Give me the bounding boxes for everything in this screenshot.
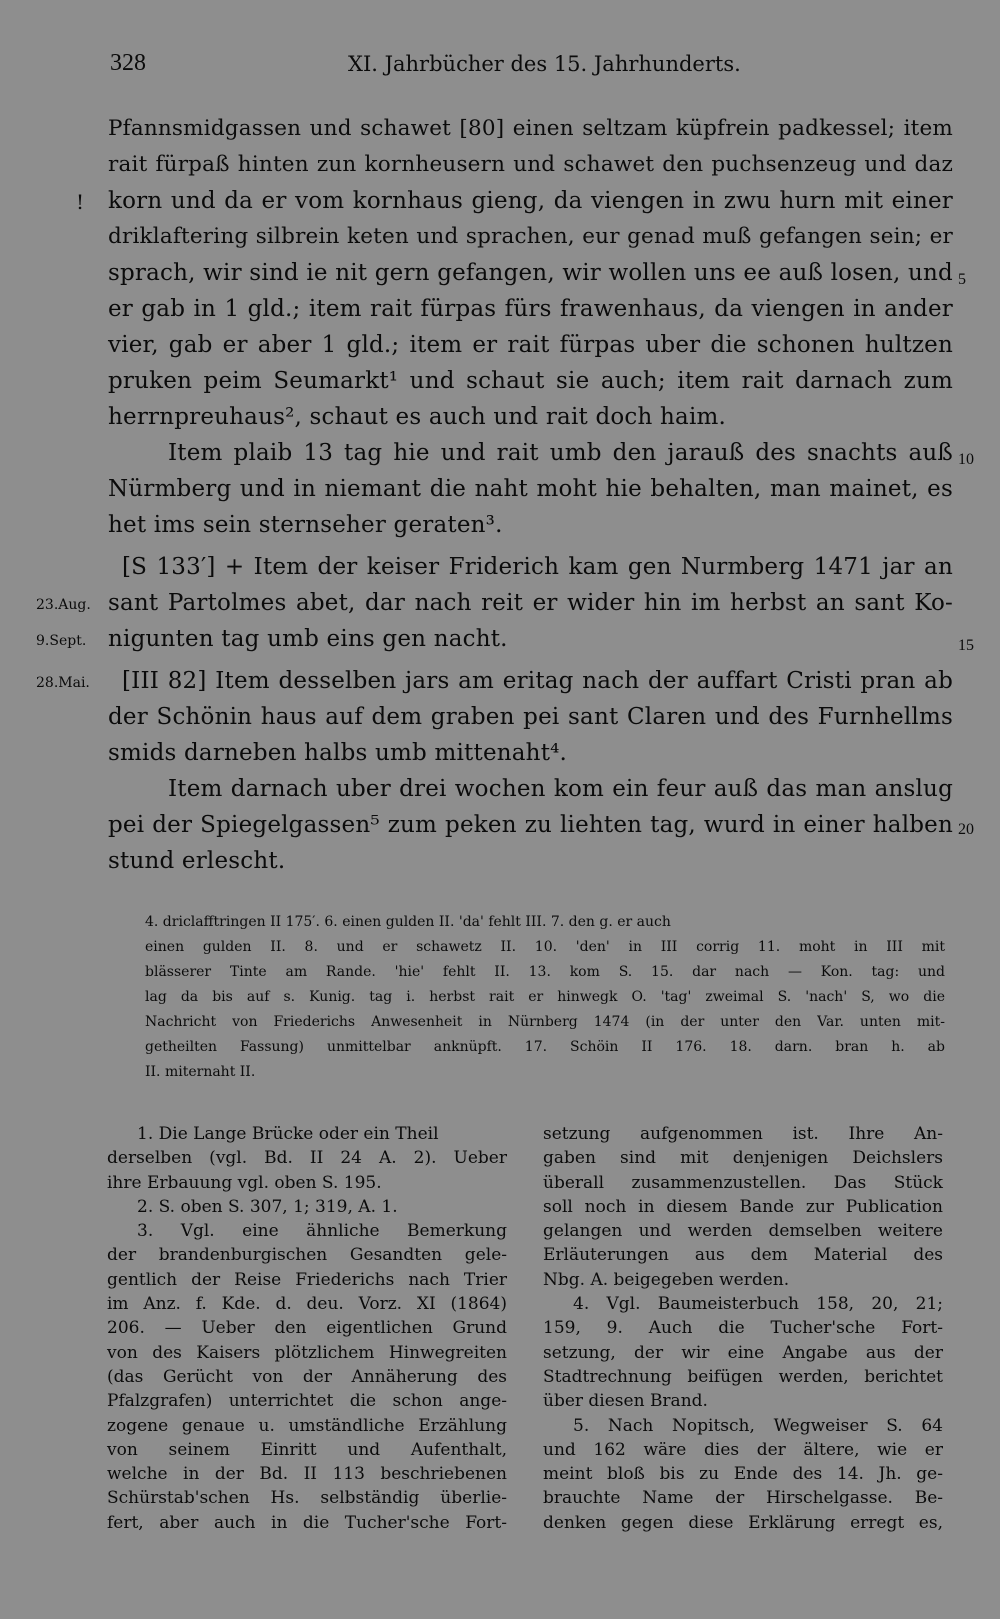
footnote-line: über diesen Brand.: [543, 1391, 708, 1412]
text-line: sprach, wir sind ie nit gern gefangen, wir wollen uns ee auß losen, und: [108, 260, 953, 286]
text-line: korn und da er vom kornhaus gieng, da viengen in zwu hurn mit einer: [108, 188, 953, 214]
footnote-line: meint bloß bis zu Ende des 14. Jh. ge-: [543, 1464, 943, 1485]
apparatus-line: II. miternaht II.: [145, 1064, 256, 1080]
footnote-line: gentlich der Reise Friederichs nach Trier: [107, 1269, 507, 1290]
apparatus-line: 4. driclafftringen II 175′. 6. einen gulden II. 'da' fehlt III. 7. den g. er auch: [145, 914, 671, 930]
footnote-line: derselben (vgl. Bd. II 24 A. 2). Ueber: [107, 1148, 507, 1169]
text-line: er gab in 1 gld.; item rait fürpas fürs frawenhaus, da viengen in ander: [108, 296, 953, 322]
line-number: 20: [958, 821, 974, 838]
line-number: 10: [958, 451, 974, 468]
margin-mark: !: [76, 190, 85, 214]
footnote-line: Stadtrechnung beifügen werden, berichtet: [543, 1366, 943, 1387]
footnote-line: 2. S. oben S. 307, 1; 319, A. 1.: [137, 1196, 398, 1217]
text-line: der Schönin haus auf dem graben pei sant Claren und des Furnhellms: [108, 704, 953, 730]
text-line: sant Partolmes abet, dar nach reit er wider hin im herbst an sant Ko-: [108, 590, 953, 616]
text-line: Pfannsmidgassen und schawet [80] einen seltzam küpfrein padkessel; item: [108, 116, 953, 141]
running-head: XI. Jahrbücher des 15. Jahrhunderts.: [348, 52, 741, 76]
footnote-line: 159, 9. Auch die Tucher'sche Fort-: [543, 1318, 943, 1339]
footnote-line: Pfalzgrafen) unterrichtet die schon ange-: [107, 1391, 507, 1412]
text-line: [S 133′] + Item der keiser Friderich kam gen Nurmberg 1471 jar an: [122, 554, 953, 580]
footnote-line: 1. Die Lange Brücke oder ein Theil: [137, 1124, 439, 1144]
apparatus-line: getheilten Fassung) unmittelbar anknüpft. 17. Schöin II 176. 18. darn. bran h. ab: [145, 1039, 945, 1055]
footnote-line: 3. Vgl. eine ähnliche Bemerkung: [137, 1221, 507, 1242]
text-line: het ims sein sternseher geraten³.: [108, 512, 503, 538]
footnote-line: Erläuterungen aus dem Material des: [543, 1245, 943, 1266]
footnote-line: ihre Erbauung vgl. oben S. 195.: [107, 1172, 382, 1193]
text-line: [III 82] Item desselben jars am eritag nach der auffart Cristi pran ab: [122, 668, 953, 694]
text-line: pruken peim Seumarkt¹ und schaut sie auch; item rait darnach zum: [108, 368, 953, 394]
text-line: smids darneben halbs umb mittenaht⁴.: [108, 740, 568, 766]
text-line: Nürmberg und in niemant die naht moht hie behalten, man mainet, es: [108, 476, 953, 502]
footnote-line: 206. — Ueber den eigentlichen Grund: [107, 1318, 507, 1339]
text-line: driklaftering silbrein keten und sprachen, eur genad muß gefangen sein; er: [108, 224, 953, 249]
text-line: rait fürpaß hinten zun kornheusern und schawet den puchsenzeug und daz: [108, 152, 953, 177]
text-line: stund erlescht.: [108, 848, 286, 874]
apparatus-line: lag da bis auf s. Kunig. tag i. herbst rait er hinwegk O. 'tag' zweimal S. 'nach' S, wo die: [145, 989, 945, 1005]
line-number: 5: [958, 271, 966, 288]
apparatus-line: blässerer Tinte am Rande. 'hie' fehlt II. 13. kom S. 15. dar nach — Kon. tag: und: [145, 964, 945, 980]
footnote-line: brauchte Name der Hirschelgasse. Be-: [543, 1488, 943, 1509]
margin-date: 23.Aug.: [36, 597, 91, 613]
line-number: 15: [958, 637, 974, 654]
footnote-line: (das Gerücht von der Annäherung des: [107, 1366, 507, 1387]
footnote-line: gelangen und werden demselben weitere: [543, 1221, 943, 1242]
footnote-line: 5. Nach Nopitsch, Wegweiser S. 64: [573, 1415, 943, 1436]
footnote-line: 4. Vgl. Baumeisterbuch 158, 20, 21;: [573, 1294, 943, 1315]
footnote-line: setzung, der wir eine Angabe aus der: [543, 1342, 943, 1363]
footnote-line: denken gegen diese Erklärung erregt es,: [543, 1512, 943, 1533]
footnote-line: welche in der Bd. II 113 beschriebenen: [107, 1464, 507, 1485]
footnote-line: überall zusammenzustellen. Das Stück: [543, 1172, 943, 1193]
text-line: herrnpreuhaus², schaut es auch und rait doch haim.: [108, 404, 727, 430]
page-number: 328: [110, 50, 146, 76]
apparatus-line: einen gulden II. 8. und er schawetz II. 10. 'den' in III corrig 11. moht in III mit: [145, 939, 945, 955]
margin-date: 28.Mai.: [36, 675, 90, 691]
text-line: vier, gab er aber 1 gld.; item er rait fürpas uber die schonen hultzen: [108, 332, 953, 358]
footnote-line: zogene genaue u. umständliche Erzählung: [107, 1415, 507, 1436]
footnote-line: setzung aufgenommen ist. Ihre An-: [543, 1124, 943, 1144]
footnote-line: fert, aber auch in die Tucher'sche Fort-: [107, 1512, 507, 1533]
text-line: pei der Spiegelgassen⁵ zum peken zu liehten tag, wurd in einer halben: [108, 812, 953, 838]
footnote-line: von des Kaisers plötzlichem Hinwegreiten: [107, 1342, 507, 1363]
footnote-line: und 162 wäre dies der ältere, wie er: [543, 1439, 943, 1460]
apparatus-line: Nachricht von Friederichs Anwesenheit in Nürnberg 1474 (in der unter den Var. unten mit-: [145, 1014, 945, 1030]
text-line: Item plaib 13 tag hie und rait umb den jarauß des snachts auß: [168, 440, 953, 466]
footnote-line: der brandenburgischen Gesandten gele-: [107, 1245, 507, 1266]
footnote-line: soll noch in diesem Bande zur Publication: [543, 1196, 943, 1217]
text-line: Item darnach uber drei wochen kom ein feur auß das man anslug: [168, 776, 953, 802]
footnotes-left-column: [107, 1122, 507, 1535]
text-line: nigunten tag umb eins gen nacht.: [108, 626, 508, 652]
footnote-line: Schürstab'schen Hs. selbständig überlie-: [107, 1488, 507, 1509]
footnote-line: von seinem Einritt und Aufenthalt,: [107, 1439, 507, 1460]
footnotes-right-column: [543, 1122, 943, 1535]
page-header: [110, 50, 950, 86]
footnote-line: Nbg. A. beigegeben werden.: [543, 1269, 790, 1290]
footnote-line: gaben sind mit denjenigen Deichslers: [543, 1148, 943, 1169]
margin-date: 9.Sept.: [36, 633, 87, 649]
footnote-line: im Anz. f. Kde. d. deu. Vorz. XI (1864): [107, 1294, 507, 1315]
